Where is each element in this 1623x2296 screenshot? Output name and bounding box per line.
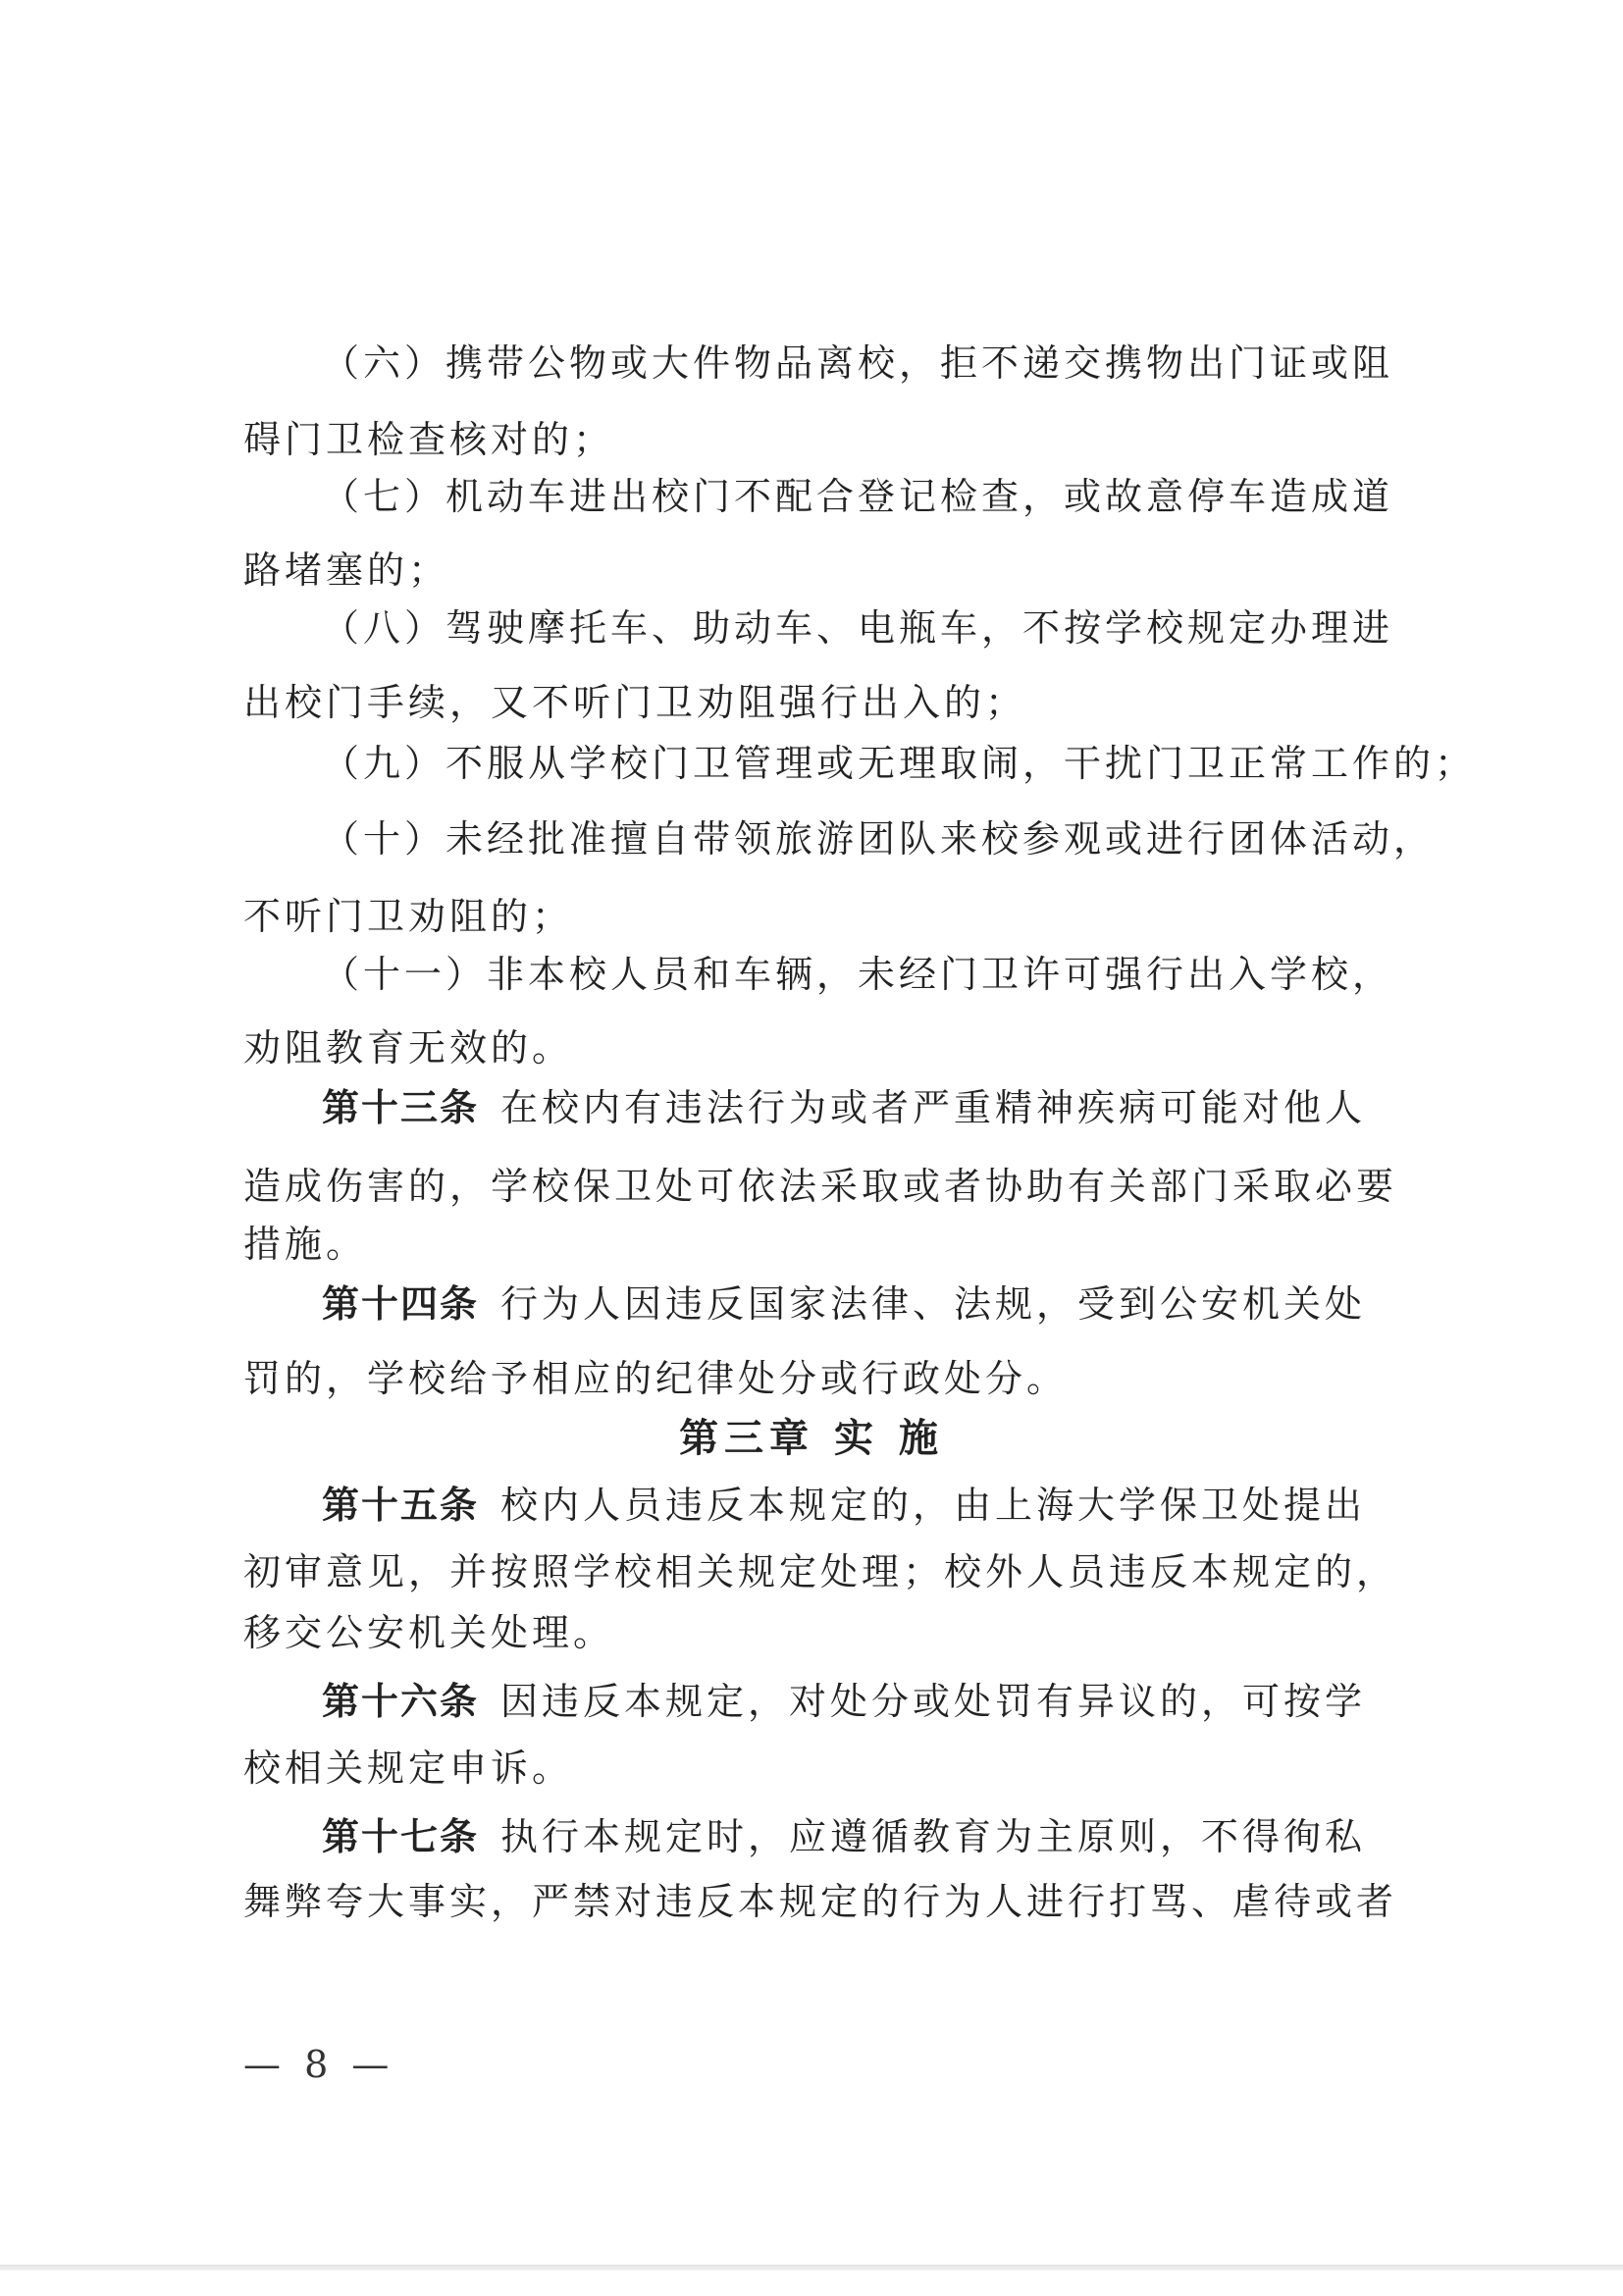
paragraph-line: 造成伤害的，学校保卫处可依法采取或者协助有关部门采取必要 (243, 1165, 1398, 1208)
paragraph-line: （十一）非本校人员和车辆，未经门卫许可强行出入学校， (322, 953, 1394, 996)
article-15-label: 第十五条 (322, 1484, 480, 1527)
paragraph-line: 碍门卫检查核对的； (243, 418, 615, 461)
chapter-heading: 第三章 实 施 (679, 1416, 944, 1461)
article-14-label: 第十四条 (322, 1282, 480, 1326)
article-13-line (322, 1084, 1366, 1131)
paragraph-line: （十）未经批准擅自带领旅游团队来校参观或进行团体活动， (322, 817, 1436, 861)
paragraph-line: 罚的，学校给予相应的纪律处分或行政处分。 (243, 1357, 1069, 1400)
scan-edge-divider (0, 2265, 1623, 2270)
paragraph-line: （九）不服从学校门卫管理或无理取闹，干扰门卫正常工作的； (322, 742, 1477, 785)
article-15-text: 校内人员违反本规定的，由上海大学保卫处提出 (500, 1484, 1367, 1527)
paragraph-line: 校相关规定申诉。 (243, 1747, 574, 1790)
paragraph-line: 路堵塞的； (243, 548, 450, 592)
article-17-text: 执行本规定时，应遵循教育为主原则，不得徇私 (500, 1815, 1367, 1858)
article-14-line (322, 1280, 1366, 1328)
paragraph-line: 措施。 (243, 1223, 368, 1266)
article-15-line (322, 1482, 1366, 1529)
article-13-label: 第十三条 (322, 1086, 480, 1129)
paragraph-line: 不听门卫劝阻的； (243, 895, 574, 938)
paragraph-line: （八）驾驶摩托车、助动车、电瓶车，不按学校规定办理进 (322, 606, 1394, 650)
paragraph-line: 舞弊夸大事实，严禁对违反本规定的行为人进行打骂、虐待或者 (243, 1880, 1398, 1923)
article-16-label: 第十六条 (322, 1680, 480, 1723)
article-14-text: 行为人因违反国家法律、法规，受到公安机关处 (500, 1282, 1367, 1326)
article-13-text: 在校内有违法行为或者严重精神疾病可能对他人 (500, 1086, 1367, 1129)
paragraph-line: 移交公安机关处理。 (243, 1611, 615, 1654)
paragraph-line: 出校门手续，又不听门卫劝阻强行出入的； (243, 681, 1027, 724)
article-17-label: 第十七条 (322, 1815, 480, 1858)
article-16-line (322, 1678, 1366, 1725)
page-number: — 8 — (243, 2043, 395, 2086)
article-17-line (322, 1813, 1366, 1860)
paragraph-line: 劝阻教育无效的。 (243, 1026, 574, 1070)
article-16-text: 因违反本规定，对处分或处罚有异议的，可按学 (500, 1680, 1367, 1723)
paragraph-line: （六）携带公物或大件物品离校，拒不递交携物出门证或阻 (322, 341, 1394, 385)
paragraph-line: 初审意见，并按照学校相关规定处理；校外人员违反本规定的， (243, 1550, 1398, 1593)
paragraph-line: （七）机动车进出校门不配合登记检查，或故意停车造成道 (322, 475, 1394, 518)
